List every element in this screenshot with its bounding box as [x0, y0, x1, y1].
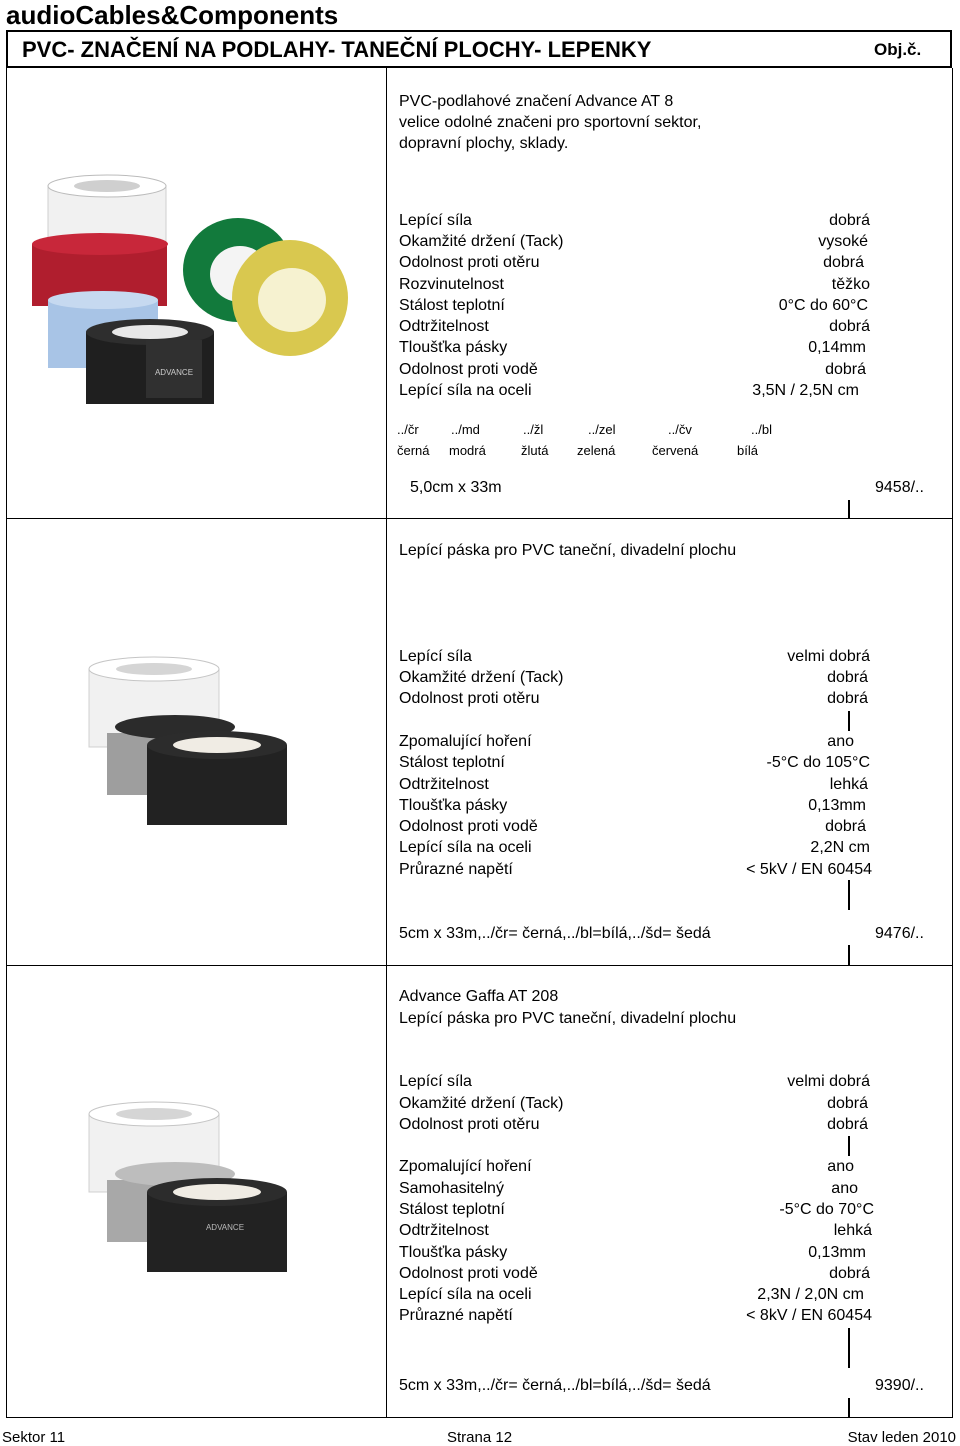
- color-name: bílá: [737, 443, 758, 458]
- spec-value: < 8kV / EN 60454: [746, 1307, 872, 1324]
- product-image-multicolor-tapes: [28, 170, 378, 420]
- spec-label: Odtržitelnost: [399, 318, 489, 335]
- spec-value: < 5kV / EN 60454: [746, 861, 872, 878]
- spec-label: Samohasitelný: [399, 1180, 504, 1197]
- spec-value: dobrá: [827, 1095, 868, 1112]
- divider-tick: [848, 500, 850, 518]
- order-column-label: Obj.č.: [874, 40, 922, 59]
- color-name: modrá: [449, 443, 486, 458]
- spec-label: Odolnost proti vodě: [399, 818, 538, 835]
- product-3-intro-line: Advance Gaffa AT 208: [399, 988, 559, 1005]
- spec-value: dobrá: [827, 1116, 868, 1133]
- spec-value: dobrá: [829, 212, 870, 229]
- spec-label: Odolnost proti vodě: [399, 361, 538, 378]
- divider-tick: [848, 1136, 850, 1156]
- spec-value: dobrá: [827, 690, 868, 707]
- color-name: zelená: [577, 443, 616, 458]
- spec-value: -5°C do 105°C: [766, 754, 870, 771]
- spec-value: dobrá: [825, 818, 866, 835]
- spec-label: Zpomalující hoření: [399, 1158, 532, 1175]
- spec-label: Stálost teplotní: [399, 297, 505, 314]
- spec-label: Lepící síla: [399, 212, 472, 229]
- color-code: ../zel: [588, 422, 616, 437]
- bottom-border: [6, 1417, 953, 1418]
- spec-value: 0,14mm: [808, 339, 866, 356]
- divider-tick: [848, 1328, 850, 1368]
- spec-label: Stálost teplotní: [399, 754, 505, 771]
- spec-label: Lepící síla na oceli: [399, 382, 532, 399]
- spec-label: Lepící síla na oceli: [399, 839, 532, 856]
- spec-value: dobrá: [829, 1265, 870, 1282]
- spec-value: lehká: [833, 1222, 872, 1239]
- spec-label: Odolnost proti otěru: [399, 1116, 540, 1133]
- product-image-advance-gaffa-tapes: [85, 1100, 295, 1290]
- product-size: 5,0cm x 33m: [410, 479, 502, 496]
- color-name: červená: [652, 443, 699, 458]
- row-divider-2: [6, 965, 953, 966]
- right-border: [952, 68, 953, 1417]
- spec-value: lehká: [829, 776, 868, 793]
- spec-value: velmi dobrá: [787, 1073, 870, 1090]
- spec-value: ano: [827, 1158, 854, 1175]
- row-divider-1: [6, 518, 953, 519]
- spec-value: 0°C do 60°C: [778, 297, 868, 314]
- spec-label: Odtržitelnost: [399, 776, 489, 793]
- product-1-intro-line: PVC-podlahové značení Advance AT 8: [399, 93, 674, 110]
- spec-label: Odtržitelnost: [399, 1222, 489, 1239]
- spec-label: Tloušťka pásky: [399, 1244, 508, 1261]
- spec-label: Zpomalující hoření: [399, 733, 532, 750]
- brand-title: audioCables&Components: [6, 0, 339, 30]
- color-name: černá: [397, 443, 430, 458]
- spec-label: Lepící síla: [399, 648, 472, 665]
- product-2-intro: Lepící páska pro PVC taneční, divadelní plochu: [399, 542, 737, 559]
- spec-label: Okamžité držení (Tack): [399, 1095, 564, 1112]
- divider-tick: [848, 711, 850, 731]
- spec-label: Odolnost proti vodě: [399, 1265, 538, 1282]
- order-number: 9390/..: [875, 1377, 924, 1394]
- spec-value: 2,3N / 2,0N cm: [757, 1286, 864, 1303]
- spec-label: Okamžité držení (Tack): [399, 233, 564, 250]
- spec-label: Lepící síla na oceli: [399, 1286, 532, 1303]
- product-1-intro-line: dopravní plochy, sklady.: [399, 135, 569, 152]
- product-1-intro-line: velice odolné značeni pro sportovní sektor,: [399, 114, 702, 131]
- spec-value: -5°C do 70°C: [779, 1201, 874, 1218]
- page-title: PVC- ZNAČENÍ NA PODLAHY- TANEČNÍ PLOCHY- LEPENKY: [22, 37, 652, 62]
- spec-value: ano: [827, 733, 854, 750]
- color-code: ../bl: [751, 422, 772, 437]
- spec-label: Okamžité držení (Tack): [399, 669, 564, 686]
- product-size: 5cm x 33m,../čr= černá,../bl=bílá,../šd= šedá: [399, 1377, 711, 1394]
- spec-label: Rozvinutelnost: [399, 276, 504, 293]
- column-divider: [386, 68, 387, 1417]
- spec-value: dobrá: [827, 669, 868, 686]
- spec-label: Odolnost proti otěru: [399, 690, 540, 707]
- divider-tick: [848, 945, 850, 965]
- spec-value: 0,13mm: [808, 1244, 866, 1261]
- footer-date: Stav leden 2010: [847, 1429, 956, 1446]
- spec-value: vysoké: [818, 233, 868, 250]
- divider-tick: [848, 1398, 850, 1417]
- spec-value: 3,5N / 2,5N cm: [752, 382, 859, 399]
- divider-tick: [848, 880, 850, 910]
- spec-label: Odolnost proti otěru: [399, 254, 540, 271]
- spec-label: Průrazné napětí: [399, 1307, 513, 1324]
- spec-label: Tloušťka pásky: [399, 339, 508, 356]
- brand-label-icon: ADVANCE: [205, 1223, 245, 1232]
- spec-value: velmi dobrá: [787, 648, 870, 665]
- spec-value: ano: [831, 1180, 858, 1197]
- spec-value: těžko: [831, 276, 870, 293]
- product-image-white-black-tapes: [85, 655, 295, 845]
- spec-label: Lepící síla: [399, 1073, 472, 1090]
- spec-value: dobrá: [823, 254, 864, 271]
- product-3-intro-line: Lepící páska pro PVC taneční, divadelní plochu: [399, 1010, 737, 1027]
- brand-label-icon: ADVANCE: [154, 368, 194, 377]
- page-header: [6, 30, 952, 68]
- footer-sector: Sektor 11: [2, 1429, 66, 1446]
- color-code: ../žl: [523, 422, 544, 437]
- product-size: 5cm x 33m,../čr= černá,../bl=bílá,../šd= šedá: [399, 925, 711, 942]
- spec-value: 2,2N cm: [810, 839, 870, 856]
- spec-label: Stálost teplotní: [399, 1201, 505, 1218]
- order-number: 9476/..: [875, 925, 924, 942]
- order-number: 9458/..: [875, 479, 924, 496]
- color-code: ../čr: [397, 422, 419, 437]
- spec-value: 0,13mm: [808, 797, 866, 814]
- left-border: [6, 68, 7, 1417]
- footer-page: Strana 12: [447, 1429, 513, 1446]
- spec-label: Průrazné napětí: [399, 861, 513, 878]
- color-code: ../čv: [668, 422, 692, 437]
- spec-value: dobrá: [825, 361, 866, 378]
- color-code: ../md: [451, 422, 480, 437]
- spec-label: Tloušťka pásky: [399, 797, 508, 814]
- color-name: žlutá: [521, 443, 549, 458]
- spec-value: dobrá: [829, 318, 870, 335]
